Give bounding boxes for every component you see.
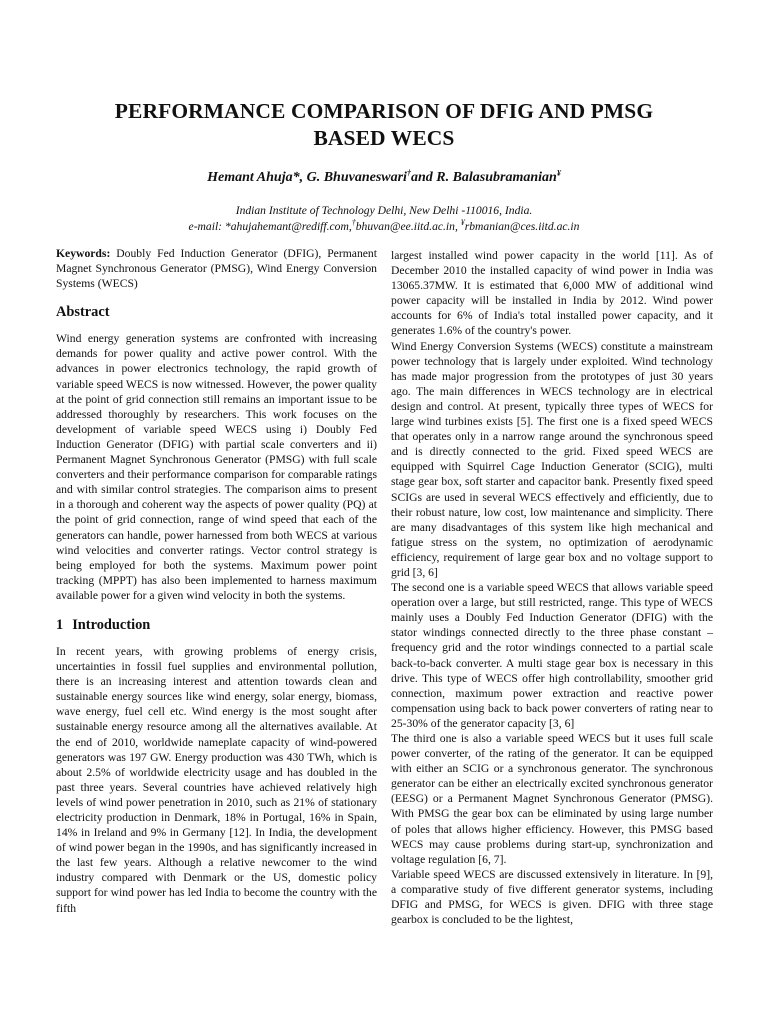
- email-mark-1: †: [351, 218, 356, 228]
- paper-title: [60, 98, 708, 152]
- author-1: Hemant Ahuja*, G. Bhuvaneswari: [207, 170, 407, 185]
- title-line-1: PERFORMANCE COMPARISON OF DFIG AND PMSG: [114, 99, 654, 123]
- email-3: rbmanian@ces.iitd.ac.in: [464, 220, 580, 233]
- intro-number: 1: [56, 616, 64, 633]
- keywords-label: Keywords:: [56, 247, 111, 260]
- right-paragraph-3: The second one is a variable speed WECS that allows variable speed operation over a large, but still restricted, range. This type of WECS mainly uses a Doubly Fed Induction Generator (DFIG) with the stator windings connected directly to the three phase constant – frequency grid and the rotor windings connected to a partial scale back-to-back converter. A multi stage gear box is necessary in this drive. This type of WECS offer high controllability, smoother grid connection, maximum power extraction and reactive power compensation using back to back power converters of rating near to 25-30% of the generator capacity [3, 6]: [391, 581, 713, 730]
- intro-text: In recent years, with growing problems of energy crisis, uncertainties in fossil fuel supplies and environmental pollution, there is an increasing interest and attention towards clean and sustainable energy sources like wind energy, solar energy, biomass, wave energy, fuel cell etc. Wind energy is the most sought after sustainable energy resource among all the alternatives available. At the end of 2010, worldwide nameplate capacity of wind-powered generators was 197 GW. Energy production was 430 TWh, which is about 2.5% of worldwide electricity usage and has doubled in the past three years. Several countries have achieved relatively high levels of wind power penetration in 2010, such as 21% of stationary electricity production in Denmark, 18% in Portugal, 16% in Spain, 14% in Ireland and 9% in Germany [12]. In India, the development of wind power began in the 1990s, and has significantly increased in the last few years. Although a relative newcomer to the wind industry compared with Denmark or the US, domestic policy support for wind power has led India to become the country with the fifth: [56, 644, 377, 915]
- right-paragraph-4: The third one is also a variable speed WECS but it uses full scale power converter, of the rating of the generator. It can be equipped with either an SCIG or a synchronous generator. The synchronous generator can be either an electrically excited synchronous generator (EESG) or a Permanent Magnet Synchronous Generator (PMSG). With PMSG the gear box can be eliminated by using large number of poles that allows higher efficiency. However, this PMSG based WECS may cause problems during start-up, synchronization and voltage regulation [6, 7].: [391, 732, 713, 866]
- intro-heading-text: Introduction: [72, 616, 151, 633]
- left-column: [56, 246, 377, 916]
- email-2: bhuvan@ee.iitd.ac.in,: [355, 220, 458, 233]
- title-line-2: BASED WECS: [313, 126, 455, 150]
- right-column: [391, 248, 713, 927]
- email-1: e-mail: *ahujahemant@rediff.com,: [188, 220, 352, 233]
- emails: [60, 219, 708, 235]
- author-1-mark: †: [406, 168, 411, 178]
- keywords-text: Doubly Fed Induction Generator (DFIG), Permanent Magnet Synchronous Generator (PMSG), Wind Energy Conversion Systems (WECS): [56, 247, 377, 291]
- intro-heading: [56, 617, 377, 634]
- author-list: [60, 170, 708, 186]
- abstract-text: Wind energy generation systems are confronted with increasing demands for power quality and active power control. With the advances in power electronics technology, the rapid growth of variable speed WECS is now witnessed. However, the power quality at the point of grid connection still remains an important issue to be addressed thoroughly by researchers. This work focuses on the development of variable speed WECS using i) Doubly Fed Induction Generator (DFIG) with partial scale converters and ii) Permanent Magnet Synchronous Generator (PMSG) with full scale converters and their performance comparison for comparable ratings and with similar control strategies. The comparison aims to present in a thorough and coherent way the aspects of power quality (PQ) at the point of grid connection, range of wind speed that each of the generators can handle, power harnessed from both WECS at various wind velocities and converter ratings. Vector control strategy is being employed for both the systems. Maximum power point tracking (MPPT) has also been implemented to harness maximum available power for a given wind velocity in both the systems.: [56, 332, 377, 602]
- email-mark-2: ¥: [460, 218, 465, 228]
- author-2: and R. Balasubramanian: [410, 170, 557, 185]
- right-paragraph-2: Wind Energy Conversion Systems (WECS) constitute a mainstream power technology that is largely under exploited. Wind technology has made major progression from the prototypes of just 30 years ago. The main differences in WECS technology are in electrical design and control. At present, typically three types of WECS for large wind turbines exists [5]. The first one is a fixed speed WECS that operates only in a narrow range around the synchronous speed and is directly connected to the grid. Fixed speed WECS are equipped with Squirrel Cage Induction Generator (SCIG), multi stage gear box, soft starter and capacitor bank. Presently fixed speed SCIGs are used in several WECS effectively and efficiently, due to their robust nature, low cost, low maintenance and simplicity. There are many disadvantages of this system like high mechanical and fatigue stress on the system, no optimization of aerodynamic efficiency, requirement of large gear box and no voltage support to grid [3, 6]: [391, 339, 713, 579]
- right-paragraph-1: largest installed wind power capacity in the world [11]. As of December 2010 the installed capacity of wind power in India was 13065.37MW. It is estimated that 6,000 MW of additional wind power capacity will be installed in India by 2012. Wind power accounts for 6% of India's total installed power capacity, and it generates 1.6% of the country's power.: [391, 249, 713, 338]
- author-2-mark: ¥: [556, 168, 561, 178]
- right-paragraph-5: Variable speed WECS are discussed extensively in literature. In [9], a comparative study of five different generator systems, including DFIG and PMSG, for WECS is given. DFIG with three stage gearbox is concluded to be the lightest,: [391, 867, 713, 927]
- affiliation-block: [60, 203, 708, 235]
- abstract-heading: Abstract: [56, 304, 110, 321]
- keywords: [56, 246, 377, 291]
- affiliation: Indian Institute of Technology Delhi, New Delhi -110016, India.: [235, 204, 533, 217]
